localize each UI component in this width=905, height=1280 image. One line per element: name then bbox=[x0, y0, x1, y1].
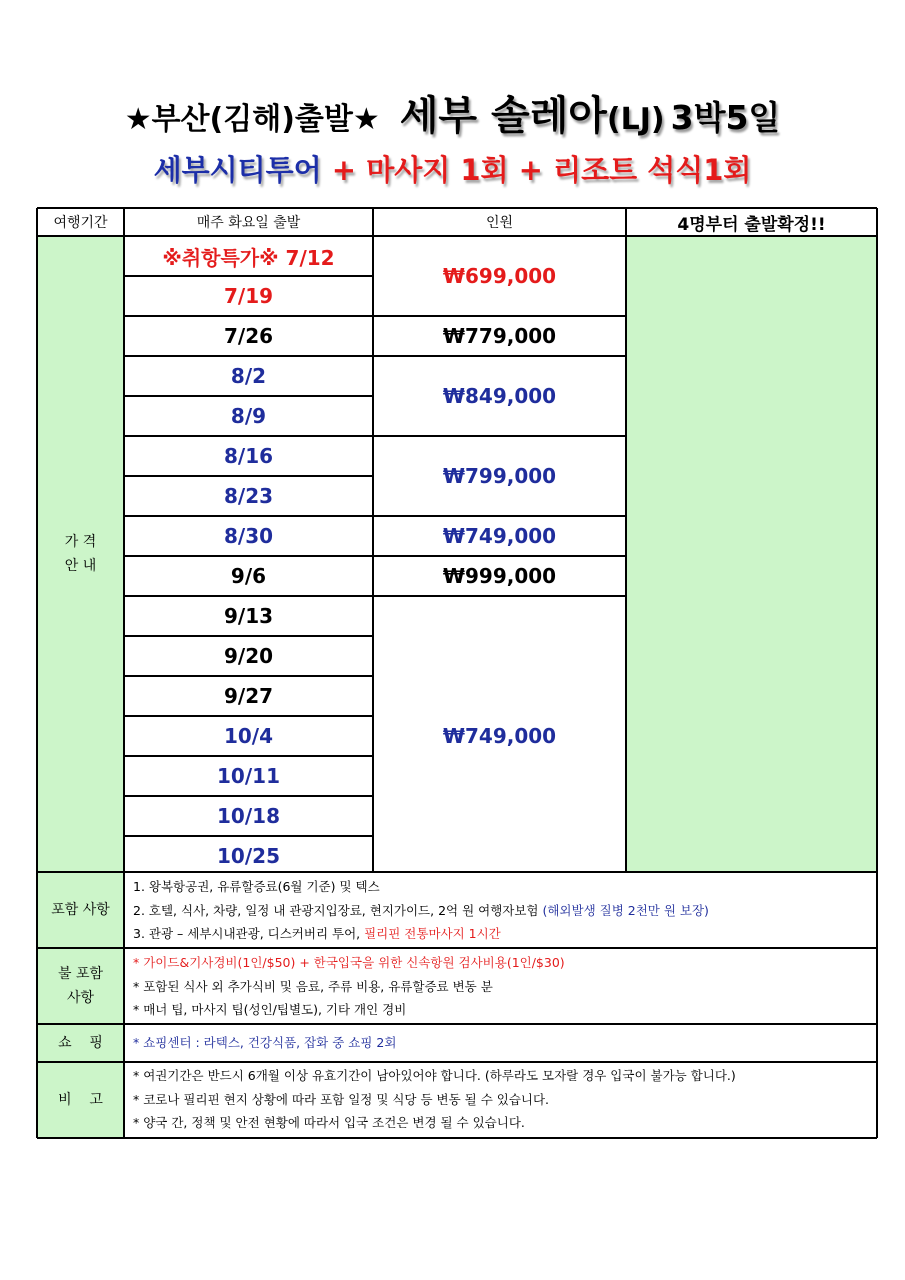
excluded-divider bbox=[37, 1023, 877, 1025]
excluded-label-line1: 불 포함 bbox=[57, 966, 104, 982]
shopping-item-1: * 쇼핑센터 : 라텍스, 건강식품, 잡화 중 쇼핑 2회 bbox=[133, 1035, 397, 1050]
departure-date: 9/6 bbox=[230, 564, 267, 588]
included-item-1: 1. 왕복항공권, 유류할증료(6월 기준) 및 텍스 bbox=[133, 879, 380, 894]
confirm-column-fill bbox=[626, 236, 877, 872]
date-row-divider bbox=[124, 475, 373, 477]
remarks-item-3: * 양국 간, 정책 및 안전 현황에 따라서 입국 조건은 변경 될 수 있습니다. bbox=[133, 1115, 525, 1130]
departure-date: 10/11 bbox=[217, 764, 280, 788]
departure-date: 10/25 bbox=[217, 844, 280, 868]
price-row-divider bbox=[373, 555, 626, 557]
page-subtitle bbox=[0, 148, 905, 189]
departure-date: 10/4 bbox=[223, 724, 274, 748]
excluded-label-line2: 사항 bbox=[66, 990, 95, 1006]
price-section-divider bbox=[37, 871, 877, 873]
date-row-divider bbox=[124, 755, 373, 757]
subtitle-dinner: 리조트 석식1회 bbox=[553, 153, 752, 187]
table-border-left bbox=[36, 208, 38, 1138]
header-people: 인원 bbox=[485, 215, 514, 231]
remarks-label: 비 고 bbox=[37, 1062, 124, 1138]
departure-date: 8/2 bbox=[230, 364, 267, 388]
date-row-divider bbox=[124, 795, 373, 797]
price-table bbox=[37, 208, 877, 1138]
included-item-2 bbox=[133, 899, 709, 923]
departure-date: 7/26 bbox=[223, 324, 274, 348]
subtitle-massage: 마사지 1회 bbox=[366, 153, 509, 187]
date-row-divider bbox=[124, 555, 373, 557]
included-item-3-text: 3. 관광 – 세부시내관광, 디스커버리 투어, bbox=[133, 926, 365, 941]
table-border-right bbox=[876, 208, 878, 1138]
title-destination: 세부 솔레아 bbox=[399, 93, 607, 139]
price-row-divider bbox=[373, 355, 626, 357]
date-row-divider bbox=[124, 595, 373, 597]
price-cell: ₩749,000 bbox=[442, 724, 557, 748]
date-row-divider bbox=[124, 675, 373, 677]
price-guide-label bbox=[37, 236, 124, 872]
price-cell: ₩779,000 bbox=[442, 324, 557, 348]
header-departure: 매주 화요일 출발 bbox=[196, 215, 301, 231]
departure-date: 8/23 bbox=[223, 484, 274, 508]
price-guide-label-line2: 안 내 bbox=[64, 558, 97, 574]
date-row-divider bbox=[124, 835, 373, 837]
subtitle-city-tour: 세부시티투어 bbox=[153, 153, 322, 187]
header-confirm: 4명부터 출발확정!! bbox=[677, 214, 826, 235]
date-row-divider bbox=[124, 515, 373, 517]
subtitle-plus-2: + bbox=[518, 153, 543, 187]
price-row-divider bbox=[373, 435, 626, 437]
subtitle-plus-1: + bbox=[331, 153, 357, 187]
included-item-3-note: 필리핀 전통마사지 1시간 bbox=[364, 926, 501, 941]
included-divider bbox=[37, 947, 877, 949]
date-column-divider bbox=[372, 208, 374, 872]
excluded-item-2: * 포함된 식사 외 추가식비 및 음료, 주류 비용, 유류할증료 변동 분 bbox=[133, 978, 493, 994]
price-cell: ₩749,000 bbox=[442, 524, 557, 548]
excluded-label bbox=[37, 948, 124, 1024]
title-code: (LJ) bbox=[606, 102, 665, 137]
remarks-item-2: * 코로나 필리핀 현지 상황에 따라 포함 일정 및 식당 등 변동 될 수 있습니다. bbox=[133, 1091, 550, 1107]
included-list bbox=[133, 875, 709, 946]
price-row-divider bbox=[373, 315, 626, 317]
remarks-list bbox=[133, 1064, 736, 1135]
date-row-divider bbox=[124, 395, 373, 397]
price-cell: ₩849,000 bbox=[442, 384, 557, 408]
price-row-divider bbox=[373, 595, 626, 597]
date-row-divider bbox=[124, 315, 373, 317]
departure-date: 7/19 bbox=[223, 284, 274, 308]
date-row-divider bbox=[124, 435, 373, 437]
departure-date: 9/13 bbox=[223, 604, 274, 628]
date-row-divider bbox=[124, 715, 373, 717]
title-duration: 3박5일 bbox=[670, 98, 781, 137]
table-border-top bbox=[37, 207, 877, 209]
excluded-list bbox=[133, 951, 565, 1022]
shopping-label: 쇼 핑 bbox=[37, 1024, 124, 1062]
departure-date: ※취항특가※ 7/12 bbox=[162, 245, 335, 270]
price-cell: ₩999,000 bbox=[442, 564, 557, 588]
price-guide-label-line1: 가 격 bbox=[64, 534, 97, 550]
date-row-divider bbox=[124, 275, 373, 277]
included-item-3 bbox=[133, 922, 709, 946]
page-title bbox=[0, 84, 905, 141]
header-period: 여행기간 bbox=[53, 215, 108, 231]
departure-date: 9/20 bbox=[223, 644, 274, 668]
price-row-divider bbox=[373, 515, 626, 517]
remarks-item-1: * 여권기간은 반드시 6개월 이상 유효기간이 남아있어야 합니다. (하루라도 모자랄 경우 입국이 불가능 합니다.) bbox=[133, 1068, 736, 1083]
shopping-list bbox=[133, 1031, 396, 1055]
departure-date: 10/18 bbox=[217, 804, 280, 828]
label-column-divider bbox=[123, 208, 125, 1138]
date-row-divider bbox=[124, 635, 373, 637]
departure-date: 9/27 bbox=[223, 684, 274, 708]
excluded-item-3: * 매너 팁, 마사지 팁(성인/팁별도), 기타 개인 경비 bbox=[133, 1002, 407, 1017]
departure-date: 8/16 bbox=[223, 444, 274, 468]
title-departure: ★부산(김해)출발★ bbox=[124, 102, 380, 137]
excluded-item-1: * 가이드&기사경비(1인/$50) + 한국입국을 위한 신속항원 검사비용(1인/$30) bbox=[133, 955, 565, 970]
price-cell: ₩699,000 bbox=[442, 264, 557, 288]
included-label: 포함 사항 bbox=[37, 872, 124, 948]
departure-date: 8/30 bbox=[223, 524, 274, 548]
departure-date: 8/9 bbox=[230, 404, 267, 428]
shopping-divider bbox=[37, 1061, 877, 1063]
date-row-divider bbox=[124, 355, 373, 357]
price-column-divider bbox=[625, 208, 627, 872]
table-border-bottom bbox=[37, 1137, 877, 1139]
header-divider bbox=[37, 235, 877, 237]
price-cell: ₩799,000 bbox=[442, 464, 557, 488]
included-item-2-text: 2. 호텔, 식사, 차량, 일정 내 관광지입장료, 현지가이드, 2억 원 여행자보험 bbox=[133, 902, 543, 918]
included-item-2-note: (해외발생 질병 2천만 원 보장) bbox=[542, 902, 709, 918]
